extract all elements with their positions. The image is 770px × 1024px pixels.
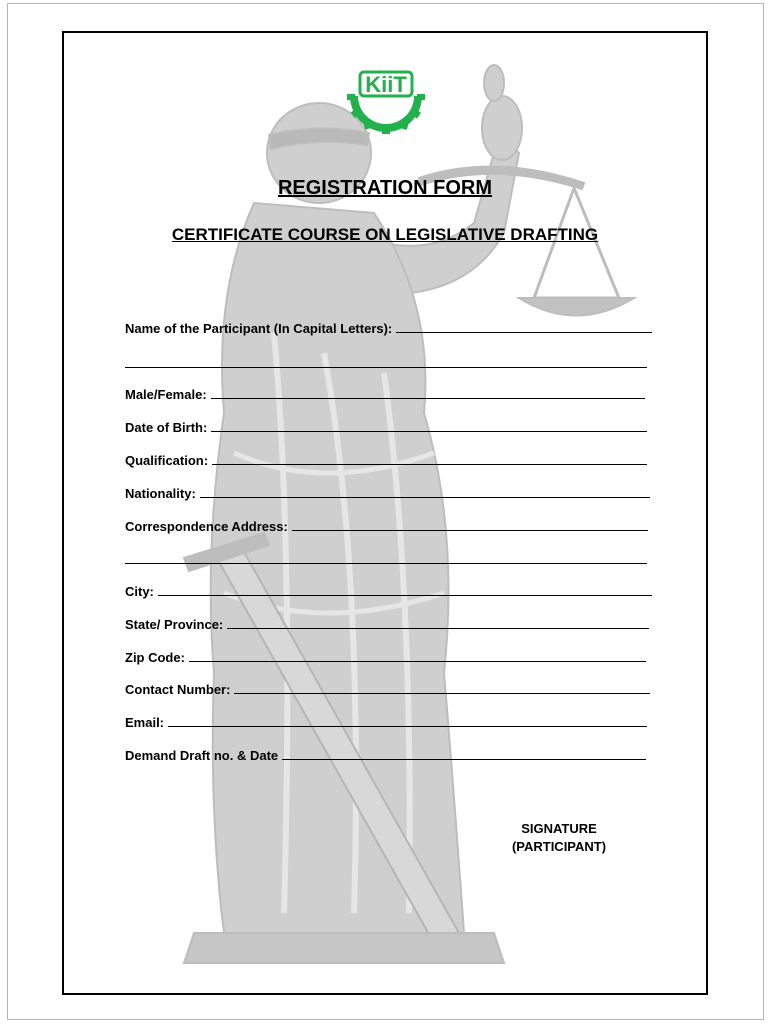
zip-label: Zip Code: xyxy=(125,650,185,665)
contact-field[interactable] xyxy=(125,679,650,697)
address-input-line-2[interactable] xyxy=(125,563,647,564)
state-label: State/ Province: xyxy=(125,617,224,632)
nationality-field[interactable] xyxy=(125,483,650,501)
form-title: REGISTRATION FORM xyxy=(277,177,493,199)
state-field[interactable] xyxy=(125,614,649,632)
city-input-line[interactable] xyxy=(158,595,652,596)
signature-block xyxy=(494,820,624,856)
dob-field[interactable] xyxy=(125,417,647,435)
form-frame xyxy=(62,31,708,995)
gender-field[interactable] xyxy=(125,384,645,402)
demand-draft-field[interactable] xyxy=(125,745,646,763)
name-input-line[interactable] xyxy=(396,332,652,333)
city-field[interactable] xyxy=(125,581,652,599)
demand-draft-input-line[interactable] xyxy=(282,759,646,760)
address-label: Correspondence Address: xyxy=(125,519,288,534)
kiit-logo-icon xyxy=(344,66,428,136)
nationality-input-line[interactable] xyxy=(200,497,650,498)
zip-input-line[interactable] xyxy=(189,661,646,662)
logo-text: KiiT xyxy=(365,72,407,97)
zip-field[interactable] xyxy=(125,647,646,665)
name-input-line-2[interactable] xyxy=(125,367,647,368)
dob-input-line[interactable] xyxy=(211,431,647,432)
name-field[interactable] xyxy=(125,318,652,336)
qualification-input-line[interactable] xyxy=(212,464,647,465)
email-field[interactable] xyxy=(125,712,647,730)
nationality-label: Nationality: xyxy=(125,486,196,501)
qualification-label: Qualification: xyxy=(125,453,209,468)
participant-label: (PARTICIPANT) xyxy=(511,839,607,854)
signature-label: SIGNATURE xyxy=(521,821,597,836)
email-input-line[interactable] xyxy=(168,726,647,727)
city-label: City: xyxy=(125,584,154,599)
qualification-field[interactable] xyxy=(125,450,647,468)
address-input-line[interactable] xyxy=(292,530,648,531)
address-field[interactable] xyxy=(125,516,648,534)
gender-label: Male/Female: xyxy=(125,387,207,402)
gender-input-line[interactable] xyxy=(211,398,645,399)
state-input-line[interactable] xyxy=(227,628,649,629)
contact-input-line[interactable] xyxy=(234,693,650,694)
dob-label: Date of Birth: xyxy=(125,420,208,435)
email-label: Email: xyxy=(125,715,165,730)
demand-draft-label: Demand Draft no. & Date xyxy=(125,748,279,763)
name-label: Name of the Participant (In Capital Letters): xyxy=(125,321,393,336)
form-subtitle: CERTIFICATE COURSE ON LEGISLATIVE DRAFTING xyxy=(171,225,599,244)
contact-label: Contact Number: xyxy=(125,682,231,697)
